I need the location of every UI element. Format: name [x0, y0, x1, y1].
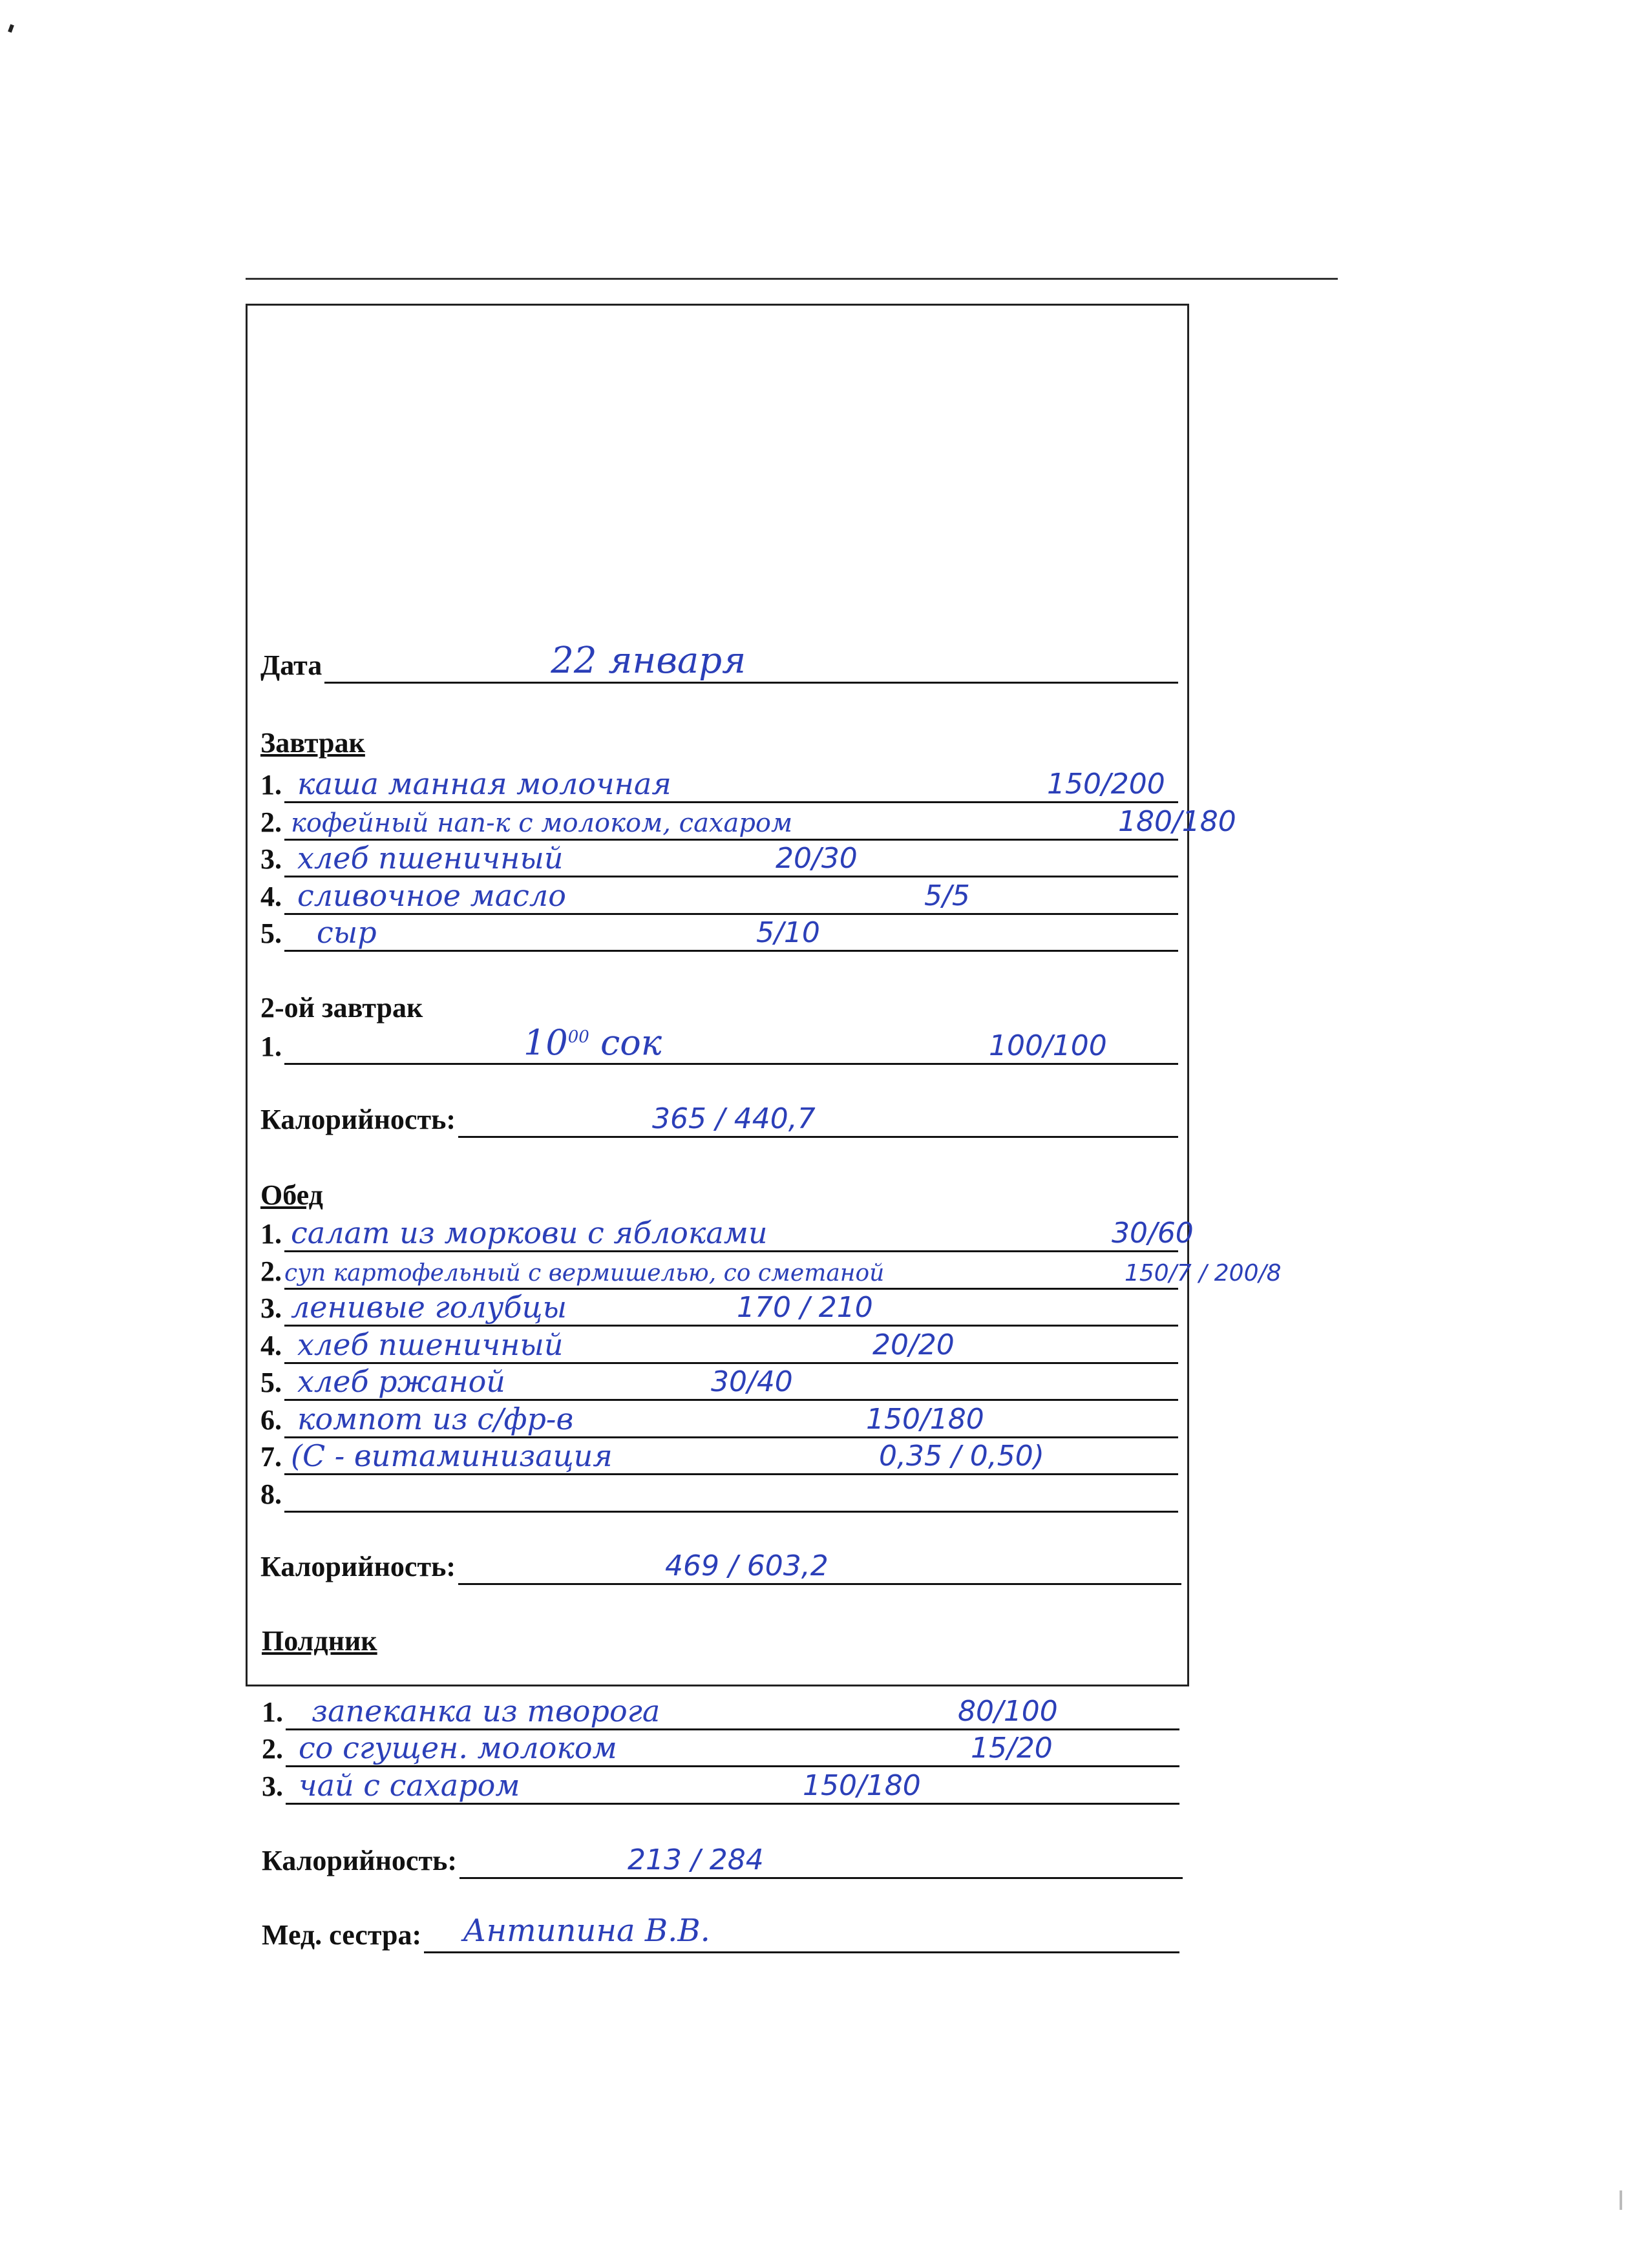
snack-line-3[interactable]: чай с сахаром 150/180	[286, 1761, 1179, 1805]
second-breakfast-title: 2-ой завтрак	[260, 992, 423, 1024]
snack-row-2: 2. со сгущен. молоком 15/20	[262, 1722, 1179, 1767]
snack-line-1[interactable]: запеканка из творога 80/100	[286, 1687, 1179, 1730]
second-breakfast-line-1[interactable]: $10^{00}$ сок 100/100	[284, 1022, 1178, 1065]
second-breakfast-time: $10^{00}$ сок	[523, 1022, 662, 1063]
second-breakfast-row-1: 1. $10^{00}$ сок 100/100	[260, 1020, 1178, 1065]
breakfast-title: Завтрак	[260, 727, 365, 759]
lunch-line-5[interactable]: хлеб ржаной 30/40	[284, 1358, 1178, 1401]
lunch-line-4[interactable]: хлеб пшеничный 20/20	[284, 1321, 1178, 1364]
lunch-line-6[interactable]: компот из с/фр-в 150/180	[284, 1395, 1178, 1438]
breakfast-row-1: 1. каша манная молочная 150/200	[260, 758, 1178, 803]
nurse-signature: Антипина В.В.	[463, 1913, 710, 1949]
snack-row-1: 1. запеканка из творога 80/100	[262, 1685, 1179, 1730]
date-line[interactable]	[324, 640, 1178, 684]
breakfast-row-5: 5. сыр 5/10	[260, 907, 1178, 952]
scan-speck	[1620, 2190, 1622, 2210]
lunch-row-1: 1. салат из моркови с яблоками 30/60	[260, 1207, 1178, 1252]
menu-form	[246, 304, 1282, 1951]
lunch-row-3: 3. ленивые голубцы 170 / 210	[260, 1281, 1178, 1327]
lunch-line-1[interactable]: салат из моркови с яблоками 30/60	[284, 1209, 1178, 1252]
calories-snack-field: Калорийность: 213 / 284	[262, 1834, 1183, 1879]
lunch-row-7: 7. (С - витаминизация 0,35 / 0,50)	[260, 1430, 1178, 1475]
breakfast-line-2[interactable]: кофейный нап-к с молоком, сахаром 180/180	[284, 797, 1178, 841]
breakfast-line-4[interactable]: сливочное масло 5/5	[284, 872, 1178, 915]
date-value: 22 января	[551, 640, 746, 682]
snack-title: Полдник	[262, 1625, 377, 1657]
snack-row-3: 3. чай с сахаром 150/180	[262, 1759, 1179, 1805]
breakfast-row-4: 4. сливочное масло 5/5	[260, 870, 1178, 915]
scan-mark	[8, 24, 14, 32]
lunch-line-3[interactable]: ленивые голубцы 170 / 210	[284, 1283, 1178, 1327]
nurse-line[interactable]	[424, 1910, 1179, 1953]
calories-snack-line[interactable]	[460, 1836, 1183, 1879]
lunch-line-8[interactable]	[284, 1469, 1178, 1513]
calories-breakfast-field: Калорийность: 365 / 440,7	[260, 1093, 1178, 1138]
date-label: Дата	[260, 649, 322, 681]
lunch-row-4: 4. хлеб пшеничный 20/20	[260, 1319, 1178, 1364]
lunch-row-8: 8.	[260, 1467, 1178, 1513]
breakfast-line-5[interactable]: сыр 5/10	[284, 908, 1178, 952]
breakfast-row-3: 3. хлеб пшеничный 20/30	[260, 832, 1178, 877]
nurse-field: Мед. сестра: Антипина В.В.	[262, 1908, 1179, 1953]
calories-lunch-value: 469 / 603,2	[664, 1549, 829, 1582]
lunch-row-6: 6. компот из с/фр-в 150/180	[260, 1393, 1178, 1438]
date-field	[260, 638, 1178, 684]
breakfast-row-2: 2. кофейный нап-к с молоком, сахаром 180/180	[260, 795, 1178, 841]
calories-snack-value: 213 / 284	[627, 1843, 764, 1876]
lunch-row-5: 5. хлеб ржаной 30/40	[260, 1356, 1178, 1401]
lunch-line-2[interactable]: суп картофельный с вермишелью, со сметаной 150/7 / 200/8	[284, 1246, 1178, 1290]
lunch-row-2: 2. суп картофельный с вермишелью, со сметаной 150/7 / 200/8	[260, 1244, 1178, 1290]
calories-lunch-field: Калорийность: 469 / 603,2	[260, 1540, 1181, 1585]
calories-breakfast-value: 365 / 440,7	[651, 1102, 816, 1135]
calories-lunch-line[interactable]	[458, 1542, 1181, 1585]
breakfast-line-1[interactable]: каша манная молочная 150/200	[284, 760, 1178, 803]
calories-breakfast-line[interactable]	[458, 1095, 1178, 1138]
breakfast-line-3[interactable]: хлеб пшеничный 20/30	[284, 834, 1178, 877]
lunch-title: Обед	[260, 1179, 323, 1211]
top-rule	[246, 278, 1338, 280]
snack-line-2[interactable]: со сгущен. молоком 15/20	[286, 1724, 1179, 1767]
lunch-line-7[interactable]: (С - витаминизация 0,35 / 0,50)	[284, 1432, 1178, 1475]
